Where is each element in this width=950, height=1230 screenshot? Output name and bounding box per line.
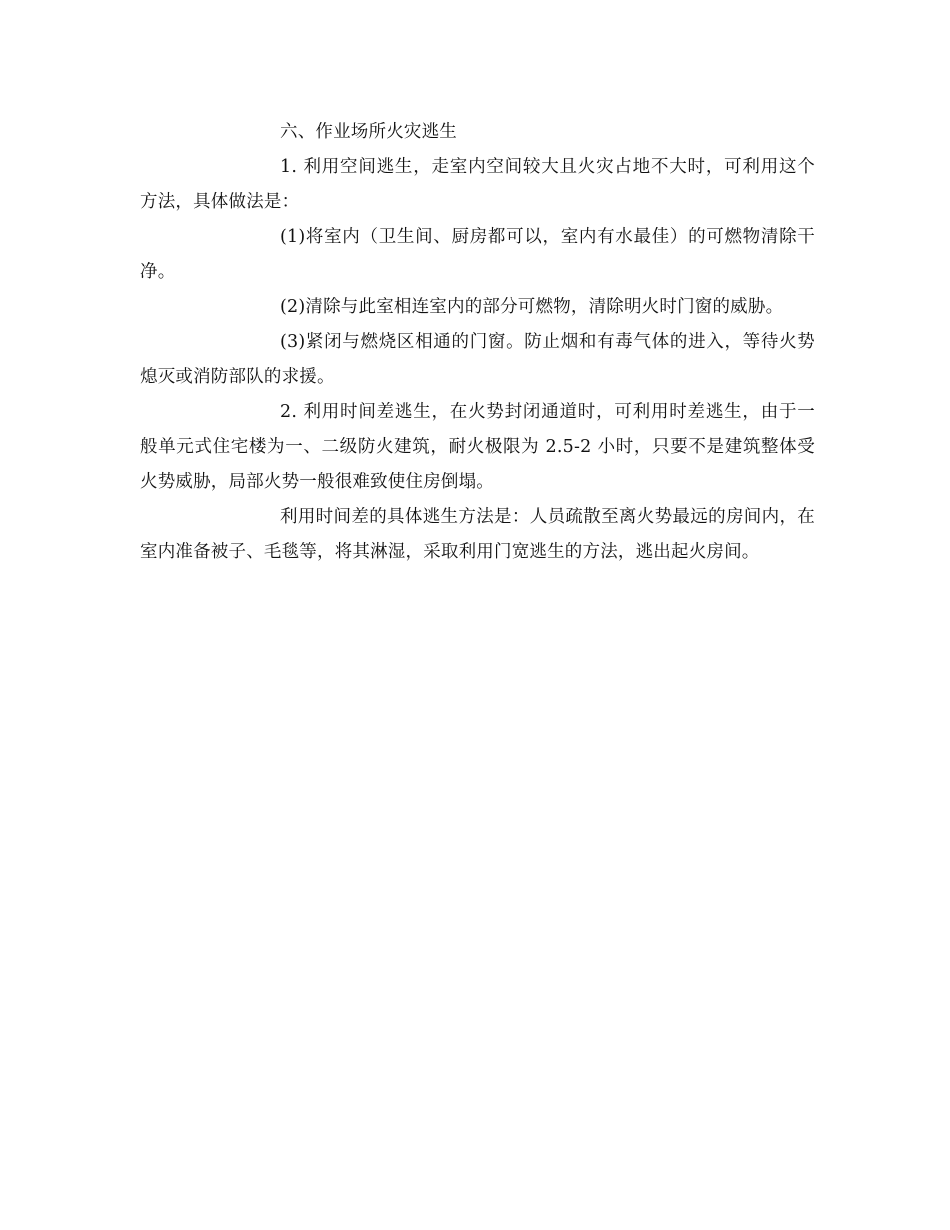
- paragraph-time-method: 利用时间差的具体逃生方法是：人员疏散至离火势最远的房间内，在室内准备被子、毛毯等，将其淋湿，采取利用门宽逃生的方法，逃出起火房间。: [140, 507, 815, 562]
- paragraph-space-escape: 1. 利用空间逃生，走室内空间较大且火灾占地不大时，可利用这个方法，具体做法是：: [140, 157, 815, 212]
- paragraph-step-1: (1)将室内（卫生间、厨房都可以，室内有水最佳）的可燃物清除干净。: [140, 227, 815, 282]
- section-heading: 六、作业场所火灾逃生: [280, 122, 457, 142]
- document-body: [140, 115, 815, 570]
- paragraph-step-3: (3)紧闭与燃烧区相通的门窗。防止烟和有毒气体的进入，等待火势熄灭或消防部队的求援。: [140, 332, 815, 387]
- paragraph-step-2: (2)清除与此室相连室内的部分可燃物，清除明火时门窗的威胁。: [280, 297, 784, 317]
- paragraph-time-escape: 2. 利用时间差逃生，在火势封闭通道时，可利用时差逃生，由于一般单元式住宅楼为一、二级防火建筑，耐火极限为 2.5-2 小时，只要不是建筑整体受火势威胁，局部火势一般很难致使住房倒塌。: [140, 402, 815, 492]
